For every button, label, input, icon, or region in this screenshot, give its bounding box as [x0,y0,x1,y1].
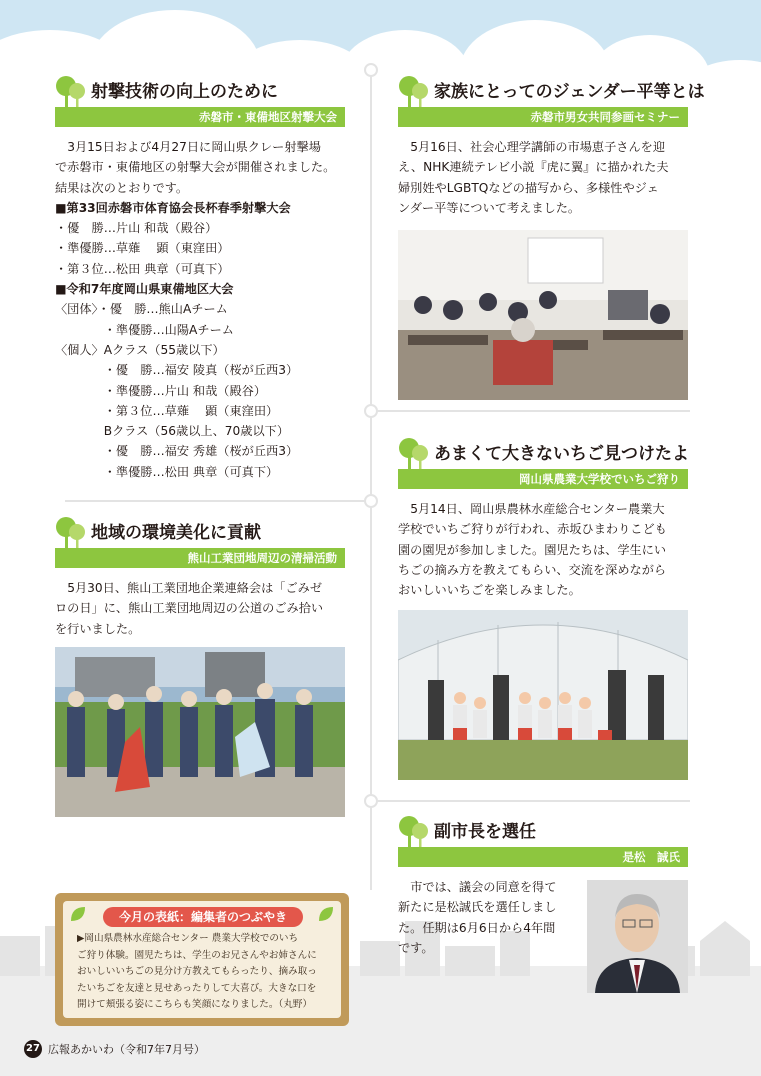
article-title: あまくて大きないちご見つけたよ [434,444,689,464]
cleanup-photo [55,647,345,817]
body-line: 〈団体〉・優 勝…熊山Aチーム [55,302,228,317]
connector-node [364,63,378,77]
article-cleanup [55,516,345,639]
connector-node [364,794,378,808]
body-line: Bクラス（56歳以上、70歳以下） [55,424,290,439]
connector-line [370,70,372,890]
note-line: おいしいいちごの見分け方教えてもらったり、摘み取っ [77,966,317,977]
connector-node [364,404,378,418]
editor-note-text [77,931,329,1014]
tree-icon [55,75,85,107]
body-line: 新たに是松誠氏を選任しまし [398,900,557,915]
body-line: ・第３位…松田 典章（可真下） [55,261,230,276]
tree-icon [55,516,85,548]
article-subtitle: 是松 誠氏 [398,847,688,867]
body-line: 園の園児が参加しました。園児たちは、学生にい [398,542,667,557]
deputy-mayor-portrait [587,880,688,993]
note-line: ご狩り体験。園児たちは、学生のお兄さんやお姉さんに [77,949,317,961]
body-line: で赤磐市・東備地区の射撃大会が開催されました。 [55,160,336,175]
article-title: 家族にとってのジェンダー平等とは [434,82,705,102]
body-line: を行いました。 [55,621,141,636]
body-line: ちごの摘み方を教えてもらい、交流を深めながら [398,562,667,577]
leaf-icon [69,905,87,923]
tree-icon [398,437,428,469]
editor-note [55,893,349,1026]
body-line: ■令和7年度岡山県東備地区大会 [55,282,234,297]
article-title: 副市長を選任 [434,822,536,842]
body-line: ・優 勝…福安 秀雄（桜が丘西3） [55,444,299,459]
publication-name: 広報あかいわ（令和7年7月号） [48,1043,205,1056]
body-line: 3月15日および4月27日に岡山県クレー射撃場 [67,140,321,154]
article-shooting [55,75,345,482]
article-title: 射撃技術の向上のために [91,82,278,102]
body-line: ・優 勝…片山 和哉（殿谷） [55,221,218,236]
article-body [398,137,688,218]
article-body [55,578,345,639]
article-strawberry [398,437,688,600]
connector-node [364,494,378,508]
strawberry-photo [398,610,688,780]
tree-icon [398,75,428,107]
connector-line [370,410,690,412]
article-subtitle: 岡山県農業大学校でいちご狩り [398,469,688,489]
note-line: 開けて頬張る姿にこちらも笑顔になりました。（丸野） [77,999,313,1010]
body-line: 婦別姓やLGBTQなどの描写から、多様性やジェ [398,180,659,195]
article-body [398,877,578,958]
body-line: ・準優勝…片山 和哉（殿谷） [55,383,267,398]
body-line: え、NHK連続テレビ小説『虎に翼』に描かれた夫 [398,160,669,175]
body-line: です。 [398,940,434,955]
editor-note-panel [63,901,341,1018]
body-line: 結果は次のとおりです。 [55,180,189,195]
body-line: 市では、議会の同意を得て [410,880,557,894]
article-gender-equality [398,75,705,218]
article-subtitle: 熊山工業団地周辺の清掃活動 [55,548,345,568]
connector-line [370,800,690,802]
body-line: ・準優勝…草薙 顕（東窪田） [55,241,230,256]
body-line: 〈個人〉Aクラス（55歳以下） [55,342,225,357]
body-line: ■第33回赤磐市体育協会長杯春季射撃大会 [55,200,291,215]
body-line: ・準優勝…松田 典章（可真下） [55,464,279,479]
body-line: 5月14日、岡山県農林水産総合センター農業大 [410,502,665,516]
article-subtitle: 赤磐市男女共同参画セミナー [398,107,688,127]
body-line: 5月16日、社会心理学講師の市場恵子さんを迎 [410,140,666,154]
body-line: 5月30日、熊山工業団地企業連絡会は「ごみゼ [67,581,323,595]
seminar-photo [398,230,688,400]
connector-line [65,500,370,502]
body-line: ・準優勝…山陽Aチーム [55,322,234,337]
body-line: ンダー平等について考えました。 [398,200,581,215]
body-line: ロの日」に、熊山工業団地周辺の公道のごみ拾い [55,601,324,616]
page-footer [24,1040,205,1058]
article-body [55,137,345,482]
body-line: た。任期は6月6日から4年間 [398,920,556,935]
note-line: たいちごを友達と見せあったりして大喜び。大きな口を [77,982,317,994]
body-line: おいしいいちごを楽しみました。 [398,583,581,598]
tree-icon [398,815,428,847]
article-body [398,499,688,600]
body-line: ・第３位…草薙 顕（東窪田） [55,403,279,418]
body-line: 学校でいちご狩りが行われ、赤坂ひまわりこども [398,522,667,537]
leaf-icon [317,905,335,923]
article-subtitle: 赤磐市・東備地区射撃大会 [55,107,345,127]
page-number: 27 [24,1040,42,1058]
editor-note-heading: 今月の表紙：編集者のつぶやき [103,907,303,927]
article-title: 地域の環境美化に貢献 [91,523,261,543]
note-line: ▶岡山県農林水産総合センター 農業大学校でのいち [77,933,299,944]
body-line: ・優 勝…福安 陵真（桜が丘西3） [55,363,299,378]
